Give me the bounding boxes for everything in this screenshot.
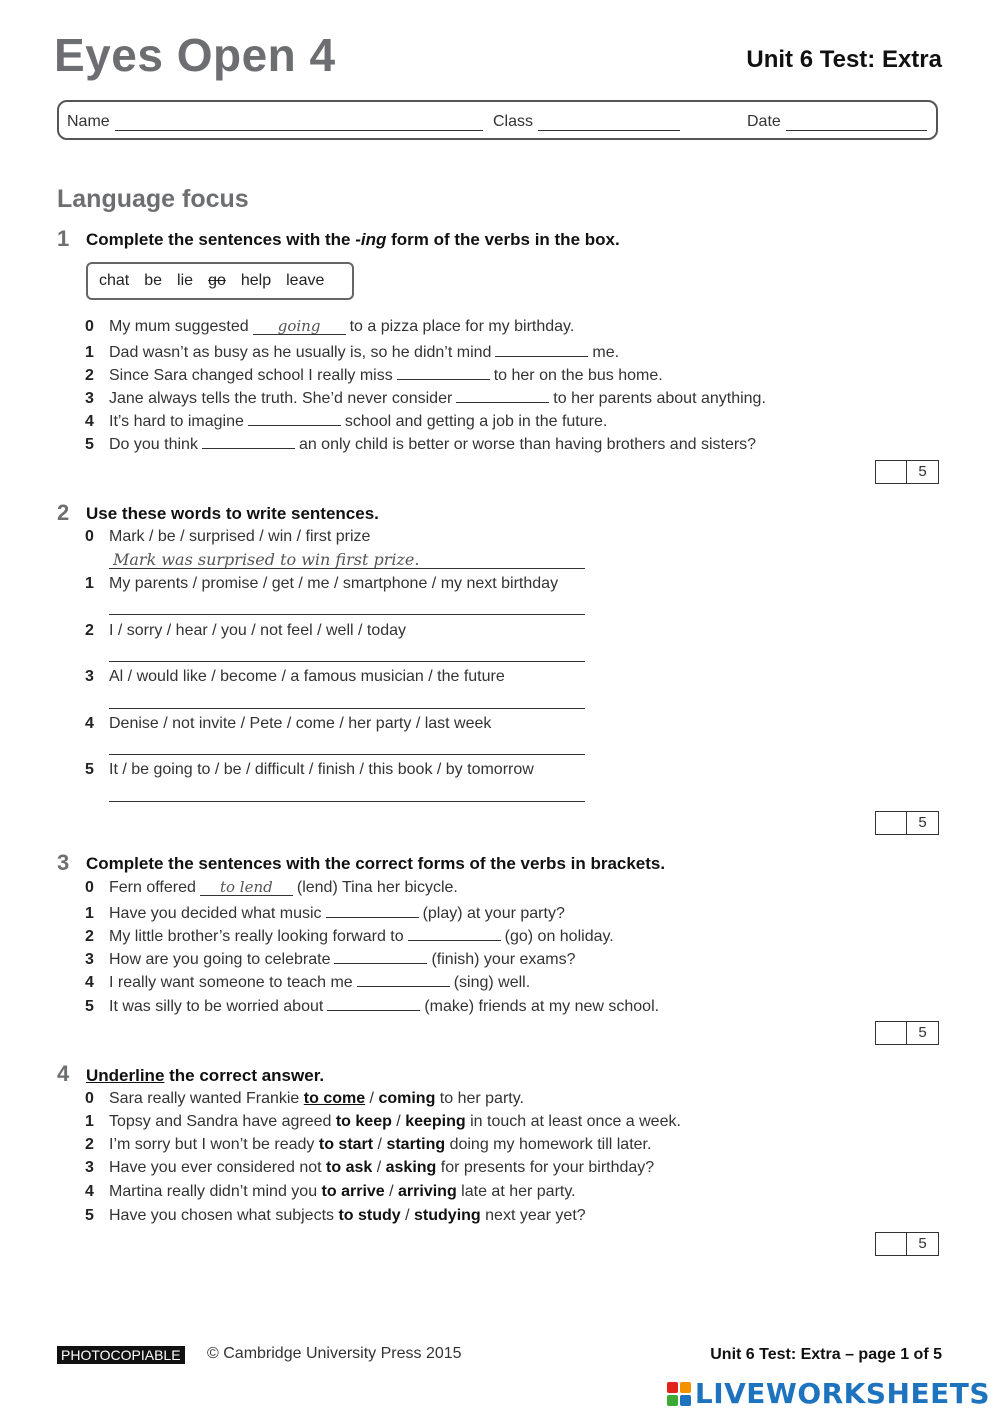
- exercise-1-instruction: Complete the sentences with the -ing form of the verbs in the box.: [86, 230, 620, 249]
- ex4-item-2: 2 I’m sorry but I won’t be ready to start / starting doing my homework till later.: [85, 1136, 652, 1153]
- ex2-item-4: 4 Denise / not invite / Pete / come / her party / last week: [85, 715, 492, 732]
- name-field[interactable]: [67, 113, 483, 131]
- photocopiable-label: PHOTOCOPIABLE: [57, 1346, 185, 1364]
- answer-blank[interactable]: [327, 996, 420, 1011]
- option[interactable]: to start: [318, 1136, 374, 1153]
- option[interactable]: asking: [385, 1159, 437, 1176]
- score-box-ex2: [875, 811, 939, 835]
- score-box-ex4: [875, 1232, 939, 1256]
- score-input[interactable]: [876, 461, 907, 483]
- word-lie: lie: [177, 272, 194, 289]
- score-total: 5: [918, 814, 927, 831]
- answer-blank[interactable]: [456, 388, 549, 403]
- ex2-answer-line-5[interactable]: [109, 801, 585, 802]
- answer-blank[interactable]: [408, 926, 501, 941]
- ex1-item-5: 5 Do you think an only child is better or worse than having brothers and sisters?: [85, 436, 757, 453]
- exercise-3-number: 3: [57, 850, 70, 875]
- answer-blank[interactable]: [248, 411, 341, 426]
- ex3-item-4: 4 I really want someone to teach me (sing) well.: [85, 974, 531, 991]
- date-label: Date: [747, 113, 781, 130]
- ex2-answer-line-1[interactable]: [109, 614, 585, 615]
- page-reference: Unit 6 Test: Extra – page 1 of 5: [710, 1346, 942, 1363]
- date-field[interactable]: [747, 113, 927, 131]
- ex4-item-1: 1 Topsy and Sandra have agreed to keep / keeping in touch at least once a week.: [85, 1113, 681, 1130]
- score-input[interactable]: [876, 1022, 907, 1044]
- ex2-answer-line-0: [109, 568, 585, 569]
- exercise-2-instruction: Use these words to write sentences.: [86, 504, 379, 523]
- copyright: © Cambridge University Press 2015: [207, 1345, 462, 1362]
- answer-blank[interactable]: [326, 903, 419, 918]
- book-title: Eyes Open 4: [54, 29, 336, 81]
- ex3-item-5: 5 It was silly to be worried about (make) friends at my new school.: [85, 998, 660, 1015]
- exercise-2-number: 2: [57, 500, 70, 525]
- name-label: Name: [67, 113, 110, 130]
- ex4-item-0: 0 Sara really wanted Frankie to come / coming to her party.: [85, 1090, 524, 1107]
- answer-blank[interactable]: [495, 342, 588, 357]
- word-be: be: [144, 272, 163, 289]
- ex2-example-answer: Mark was surprised to win first prize.: [113, 550, 420, 569]
- score-input[interactable]: [876, 812, 907, 834]
- answer-blank[interactable]: [357, 972, 450, 987]
- option[interactable]: to arrive: [321, 1183, 385, 1200]
- ex2-item-0: 0 Mark / be / surprised / win / first prize: [85, 528, 371, 545]
- ex1-item-3: 3 Jane always tells the truth. She’d never consider to her parents about anything.: [85, 390, 766, 407]
- class-label: Class: [493, 113, 534, 130]
- ex1-item-4: 4 It’s hard to imagine school and getting a job in the future.: [85, 413, 608, 430]
- example-answer: to lend: [200, 880, 293, 896]
- class-line[interactable]: [538, 116, 680, 131]
- ex3-item-3: 3 How are you going to celebrate (finish) your exams?: [85, 951, 576, 968]
- unit-title: Unit 6 Test: Extra: [746, 46, 942, 73]
- option[interactable]: arriving: [398, 1183, 457, 1200]
- ex4-item-3: 3 Have you ever considered not to ask / asking for presents for your birthday?: [85, 1159, 655, 1176]
- score-total: 5: [918, 463, 927, 480]
- option[interactable]: to ask: [326, 1159, 373, 1176]
- example-answer: going: [253, 319, 346, 335]
- ex4-item-5: 5 Have you chosen what subjects to study / studying next year yet?: [85, 1207, 586, 1224]
- ex4-item-4: 4 Martina really didn’t mind you to arrive / arriving late at her party.: [85, 1183, 576, 1200]
- date-line[interactable]: [786, 116, 927, 131]
- ex2-answer-line-2[interactable]: [109, 661, 585, 662]
- word-box: [86, 262, 354, 300]
- option-underlined: to come: [303, 1090, 366, 1107]
- answer-blank[interactable]: [202, 434, 295, 449]
- ex2-answer-line-4[interactable]: [109, 754, 585, 755]
- liveworksheets-text: LIVEWORKSHEETS: [694, 1377, 990, 1410]
- student-info-box: [57, 100, 938, 140]
- score-input[interactable]: [876, 1233, 907, 1255]
- word-go-used: go: [208, 272, 226, 289]
- word-chat: chat: [99, 272, 130, 289]
- exercise-4-instruction: Underline the correct answer.: [86, 1066, 325, 1085]
- name-line[interactable]: [115, 116, 483, 131]
- liveworksheets-logo[interactable]: [667, 1377, 990, 1410]
- score-box-ex3: [875, 1021, 939, 1045]
- ex2-item-2: 2 I / sorry / hear / you / not feel / well / today: [85, 622, 407, 639]
- ex2-item-1: 1 My parents / promise / get / me / smartphone / my next birthday: [85, 575, 559, 592]
- score-total: 5: [918, 1235, 927, 1252]
- option[interactable]: to keep: [335, 1113, 392, 1130]
- ex2-item-5: 5 It / be going to / be / difficult / finish / this book / by tomorrow: [85, 761, 534, 778]
- ex1-item-0: 0 My mum suggested going to a pizza place for my birthday.: [85, 317, 575, 335]
- option[interactable]: to study: [338, 1207, 401, 1224]
- ex2-item-3: 3 Al / would like / become / a famous musician / the future: [85, 668, 505, 685]
- score-total: 5: [918, 1024, 927, 1041]
- exercise-3-instruction: Complete the sentences with the correct forms of the verbs in brackets.: [86, 854, 666, 873]
- score-box-ex1: [875, 460, 939, 484]
- ex3-item-0: 0 Fern offered to lend (lend) Tina her bicycle.: [85, 878, 458, 896]
- answer-blank[interactable]: [397, 365, 490, 380]
- ex3-item-1: 1 Have you decided what music (play) at your party?: [85, 905, 565, 922]
- liveworksheets-icon: [667, 1382, 691, 1406]
- option[interactable]: keeping: [405, 1113, 466, 1130]
- ex3-item-2: 2 My little brother’s really looking forward to (go) on holiday.: [85, 928, 614, 945]
- class-field[interactable]: [493, 113, 680, 131]
- option: coming: [378, 1090, 436, 1107]
- option[interactable]: starting: [386, 1136, 446, 1153]
- word-help: help: [240, 272, 272, 289]
- word-leave: leave: [286, 272, 325, 289]
- exercise-1-number: 1: [57, 226, 70, 251]
- ex2-answer-line-3[interactable]: [109, 708, 585, 709]
- answer-blank[interactable]: [334, 949, 427, 964]
- option[interactable]: studying: [414, 1207, 481, 1224]
- exercise-4-number: 4: [57, 1061, 70, 1086]
- section-title: Language focus: [57, 185, 249, 213]
- ex1-item-1: 1 Dad wasn’t as busy as he usually is, so he didn’t mind me.: [85, 344, 620, 361]
- ex1-item-2: 2 Since Sara changed school I really miss to her on the bus home.: [85, 367, 663, 384]
